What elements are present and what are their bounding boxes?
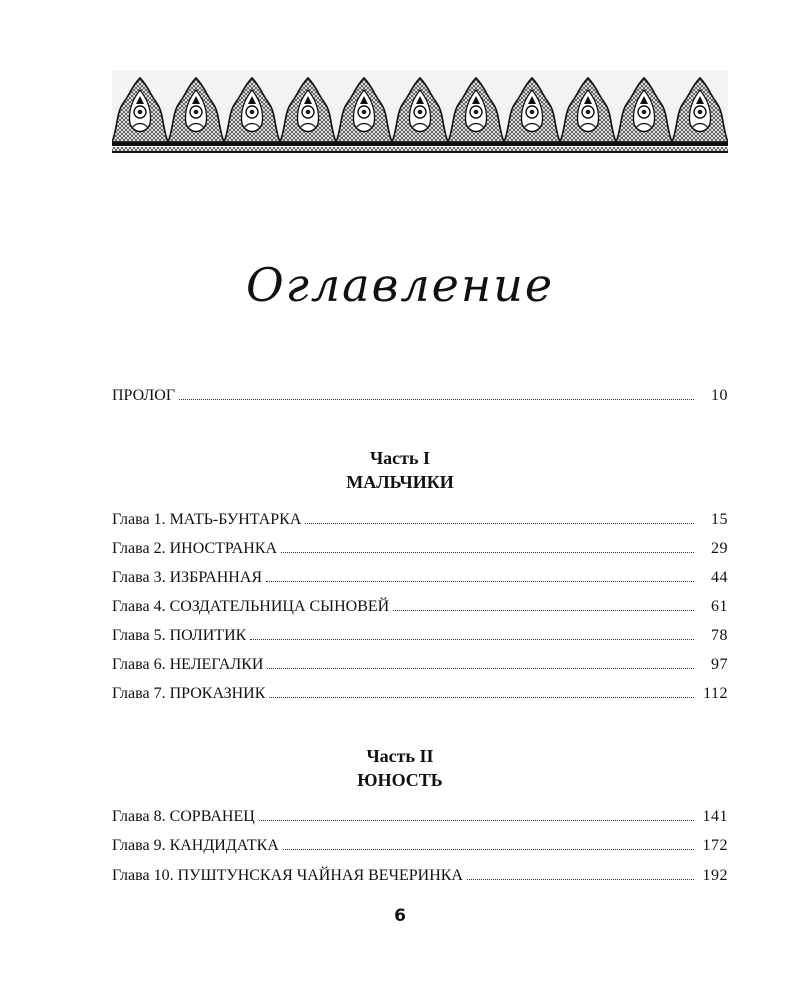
toc-entry-label: Глава 4. СОЗДАТЕЛЬНИЦА СЫНОВЕЙ [112,598,390,615]
dot-leader [269,684,694,698]
toc-page-number: 192 [702,867,728,884]
toc-entry-label: Глава 5. ПОЛИТИК [112,627,247,644]
toc-page-number: 112 [703,685,728,702]
toc-entry-chapter-5[interactable] [112,626,728,646]
toc-entry-label: Глава 6. НЕЛЕГАЛКИ [112,656,264,673]
dot-leader [179,386,694,400]
toc-page-number: 78 [711,627,728,644]
toc-page-number: 44 [711,569,728,586]
toc-entry-chapter-4[interactable] [112,597,728,617]
toc-page-number: 172 [702,837,728,854]
ornament-border [112,70,728,154]
toc-entry-label: Глава 9. КАНДИДАТКА [112,837,279,854]
toc-entry-prologue[interactable] [112,386,728,406]
dot-leader [250,626,694,640]
toc-entry-chapter-7[interactable] [112,684,728,704]
toc-page-number: 97 [711,656,728,673]
toc-entry-chapter-9[interactable] [112,836,728,856]
dot-leader [266,568,694,582]
toc-page-number: 10 [711,387,728,404]
dot-leader [305,510,694,524]
page-number: 6 [394,906,406,926]
part-subtitle: МАЛЬЧИКИ [346,472,454,492]
toc-page-number: 61 [711,598,728,615]
part-heading: Часть I [369,448,431,468]
toc-page-number: 141 [702,808,728,825]
toc-entry-label: Глава 1. МАТЬ-БУНТАРКА [112,511,302,528]
dot-leader [283,836,694,850]
toc-page-number: 29 [711,540,728,557]
page-title: Оглавление [245,258,555,312]
dot-leader [281,539,694,553]
toc-entry-label: ПРОЛОГ [112,387,176,404]
toc-entry-chapter-3[interactable] [112,568,728,588]
dot-leader [393,597,694,611]
toc-entry-chapter-8[interactable] [112,807,728,827]
toc-entry-label: Глава 7. ПРОКАЗНИК [112,685,266,702]
part-heading: Часть II [366,746,434,766]
part-subtitle: ЮНОСТЬ [357,770,443,790]
dot-leader [259,807,694,821]
toc-entry-chapter-2[interactable] [112,539,728,559]
toc-entry-chapter-1[interactable] [112,510,728,530]
toc-entry-label: Глава 3. ИЗБРАННАЯ [112,569,263,586]
toc-page-number: 15 [711,511,728,528]
toc-entry-label: Глава 10. ПУШТУНСКАЯ ЧАЙНАЯ ВЕЧЕРИНКА [112,867,463,884]
toc-entry-label: Глава 8. СОРВАНЕЦ [112,808,255,825]
toc-entry-chapter-10[interactable] [112,866,728,886]
dot-leader [267,655,694,669]
toc-entry-label: Глава 2. ИНОСТРАНКА [112,540,278,557]
dot-leader [467,866,694,880]
toc-entry-chapter-6[interactable] [112,655,728,675]
